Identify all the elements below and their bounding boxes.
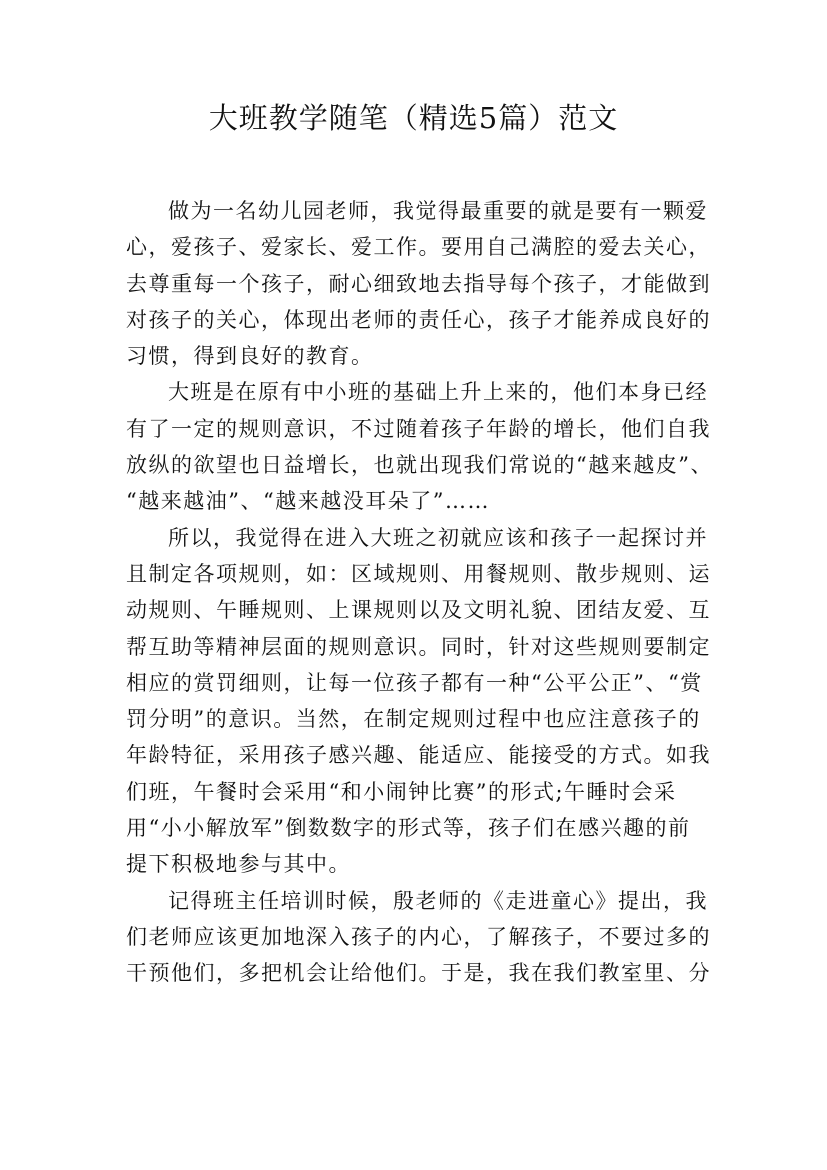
paragraph-2	[126, 374, 713, 519]
paragraph-line: 做为一名幼儿园老师，我觉得最重要的就是要有一颗爱	[168, 199, 708, 223]
document-body	[126, 193, 713, 992]
paragraph-line: 习惯，得到良好的教育。	[126, 344, 374, 369]
paragraph-line: 放纵的欲望也日益增长，也就出现我们常说的“越来越皮”、	[126, 453, 713, 478]
paragraph-line: 干预他们，多把机会让给他们。于是，我在我们教室里、分	[126, 961, 711, 986]
paragraph-line: 用“小小解放军”倒数数字的形式等，孩子们在感兴趣的前	[126, 816, 691, 841]
paragraph-line: 大班是在原有中小班的基础上升上来的，他们本身已经	[168, 380, 708, 405]
paragraph-line: 们老师应该更加地深入孩子的内心，了解孩子，不要过多的	[126, 924, 711, 949]
document-title: 大班教学随笔（精选5篇）范文	[208, 101, 619, 135]
paragraph-line: 且制定各项规则，如：区域规则、用餐规则、散步规则、运	[126, 561, 711, 586]
paragraph-line: 记得班主任培训时候，殷老师的《走进童心》提出，我	[168, 888, 708, 913]
paragraph-line: 帮互助等精神层面的规则意识。同时，针对这些规则要制定	[126, 634, 711, 659]
paragraph-line: 心，爱孩子、爱家长、爱工作。要用自己满腔的爱去关心，	[126, 235, 711, 260]
paragraph-line: 们班，午餐时会采用“和小闹钟比赛”的形式;午睡时会采	[126, 779, 677, 804]
paragraph-line: “越来越油”、“越来越没耳朵了”……	[126, 489, 490, 514]
paragraph-line: 提下积极地参与其中。	[126, 852, 351, 877]
paragraph-line: 对孩子的关心，体现出老师的责任心，孩子才能养成良好的	[126, 307, 711, 332]
paragraph-line: 去尊重每一个孩子，耐心细致地去指导每个孩子，才能做到	[126, 271, 711, 296]
paragraph-line: 所以，我觉得在进入大班之初就应该和孩子一起探讨并	[168, 525, 708, 550]
paragraph-1	[126, 193, 711, 374]
paragraph-3	[126, 520, 711, 883]
paragraph-line: 罚分明”的意识。当然，在制定规则过程中也应注意孩子的	[126, 707, 701, 732]
paragraph-line: 有了一定的规则意识，不过随着孩子年龄的增长，他们自我	[126, 416, 711, 441]
paragraph-line: 动规则、午睡规则、上课规则以及文明礼貌、团结友爱、互	[126, 598, 711, 623]
paragraph-line: 相应的赏罚细则，让每一位孩子都有一种“公平公正”、“赏	[126, 670, 703, 695]
paragraph-line: 年龄特征，采用孩子感兴趣、能适应、能接受的方式。如我	[126, 743, 711, 768]
paragraph-4	[126, 883, 711, 992]
